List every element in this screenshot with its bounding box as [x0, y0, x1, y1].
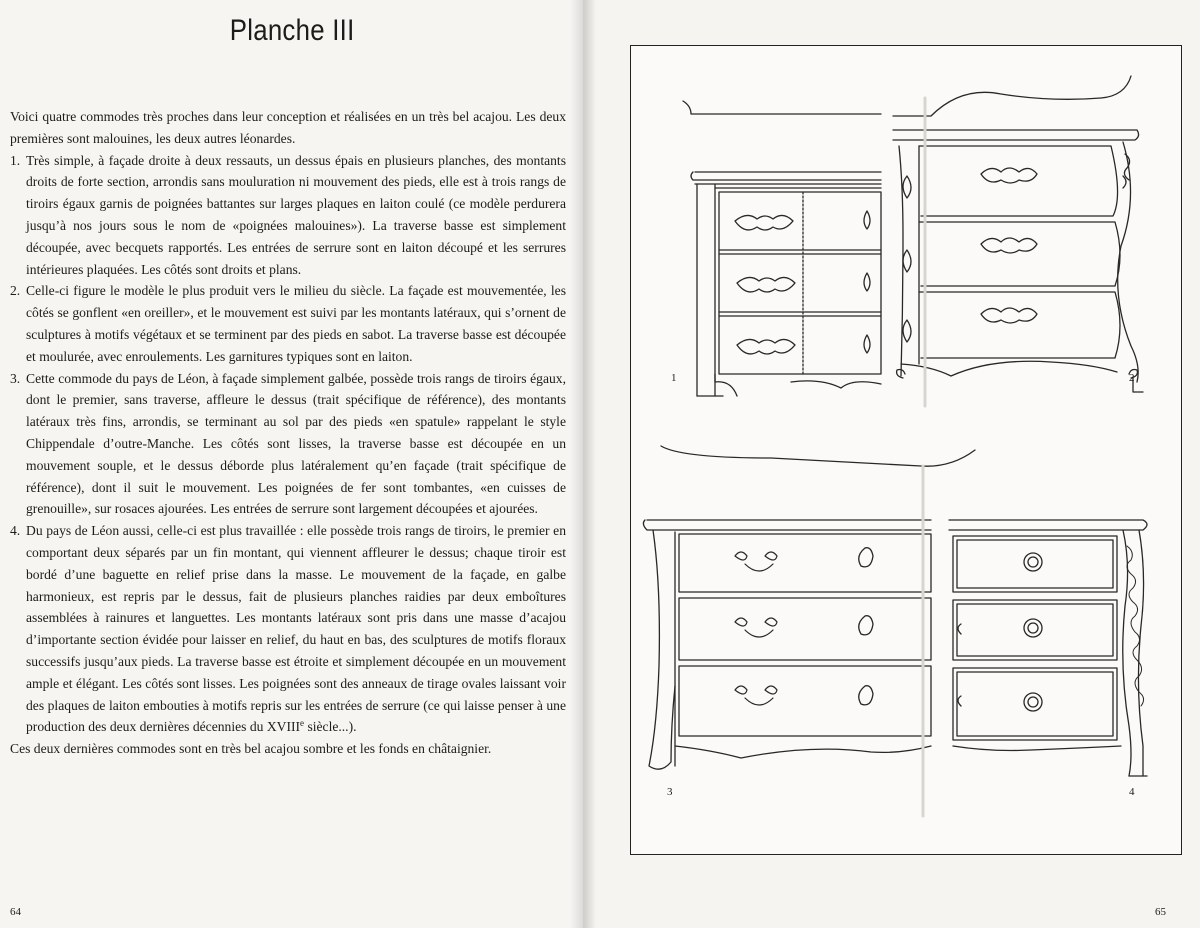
item-text: Très simple, à façade droite à deux ressauts, un dessus épais en plusieurs planches, des montants droits de forte section, arrondis sans mouluration ni mouvement des pieds, elle est à trois rangs de tiroirs égaux garnis de poignées battantes sur larges plaques en laiton coulé (ce modèle perdurera jusqu’à nos jours sous le nom de «poignées malouines»). La traverse basse est simplement découpée, avec becquets rapportés. Les entrées de serrure sont en laiton découpé et les serrures intérieures plaquées. Les côtés sont droits et plans.	[26, 152, 566, 277]
page-number-left: 64	[10, 906, 21, 918]
item-number: 1.	[10, 152, 21, 168]
right-page	[583, 0, 1200, 928]
page-number-right: 65	[1155, 906, 1166, 918]
list-item	[10, 368, 566, 521]
body-text	[10, 106, 566, 760]
figure-number-1: 1	[671, 372, 677, 384]
superscript: e	[300, 718, 305, 729]
left-page	[0, 0, 583, 928]
commode-1-drawing	[683, 101, 881, 396]
illustration-plate	[630, 45, 1182, 855]
commode-4-drawing	[949, 520, 1147, 776]
list-item	[10, 280, 566, 367]
item-text-end: siècle...).	[304, 719, 357, 735]
intro-paragraph: Voici quatre commodes très proches dans leur conception et réalisées en un très bel acajou. Les deux premières sont malouines, les deux autres léonardes.	[10, 109, 566, 146]
item-text: Celle-ci figure le modèle le plus produit vers le milieu du siècle. La façade est mouvementée, les côtés se gonflent «en oreiller», et le mouvement est suivi par les montants latéraux, qui s’ornent de sculptures à motifs végétaux et se terminent par des pieds en sabot. La traverse basse est découpée et moulurée, avec enroulements. Les garnitures typiques sont en laiton.	[26, 283, 566, 364]
commode-3-drawing	[643, 446, 975, 769]
figure-number-2: 2	[1129, 372, 1135, 384]
outro-paragraph: Ces deux dernières commodes sont en très bel acajou sombre et les fonds en châtaignier.	[10, 741, 492, 757]
list-item	[10, 150, 566, 281]
list-item	[10, 520, 566, 738]
figure-number-4: 4	[1129, 786, 1135, 798]
figure-number-3: 3	[667, 786, 673, 798]
item-number: 4.	[10, 523, 21, 539]
commodes-drawing	[631, 46, 1183, 856]
item-number: 3.	[10, 370, 21, 386]
commode-2-drawing	[893, 76, 1143, 392]
item-text: Du pays de Léon aussi, celle-ci est plus travaillée : elle possède trois rangs de tiroirs, le premier en comportant deux séparés par un fin montant, qui viennent affleurer le dessus; chaque tiroir est bordé d’une baguette en relief prise dans la masse. Le mouvement de la façade, en galbe harmonieux, est repris par le dessus, fait de plusieurs planches raidies par deux emboîtures assemblées à rainures et languettes. Les montants latéraux sont pris dans une masse d’acajou d’importante section évidée pour laisser en relief, du haut en bas, des sculptures de motifs floraux successifs jusqu’aux pieds. La traverse basse est étroite et simplement découpée en un mouvement ample et élégant. Les côtés sont lisses. Les poignées sont des anneaux de tirage ovales laissant voir des plaques de laiton embouties à motifs repris sur les entrées de serrure (ce qui laisse penser à une production des deux dernières décennies du XVIII	[26, 523, 566, 735]
page-title: Planche III	[229, 14, 355, 47]
item-text: Cette commode du pays de Léon, à façade simplement galbée, possède trois rangs de tiroirs égaux, dont le premier, sans traverse, affleure le dessus (trait spécifique de référence), des montants latéraux très fins, arrondis, se terminant au sol par des pieds «en spatule» rappelant le style Chippendale d’outre-Manche. Les côtés sont lisses, la traverse basse est découpée en un mouvement souple, et le dessus déborde plus latéralement qu’en façade (trait spécifique de référence), dont il suit le mouvement. Les poignées de fer sont tombantes, «en cuisses de grenouille», sur rosaces ajourées. Les entrées de serrure sont largement découpées et ajourées.	[26, 370, 566, 517]
item-number: 2.	[10, 283, 21, 299]
